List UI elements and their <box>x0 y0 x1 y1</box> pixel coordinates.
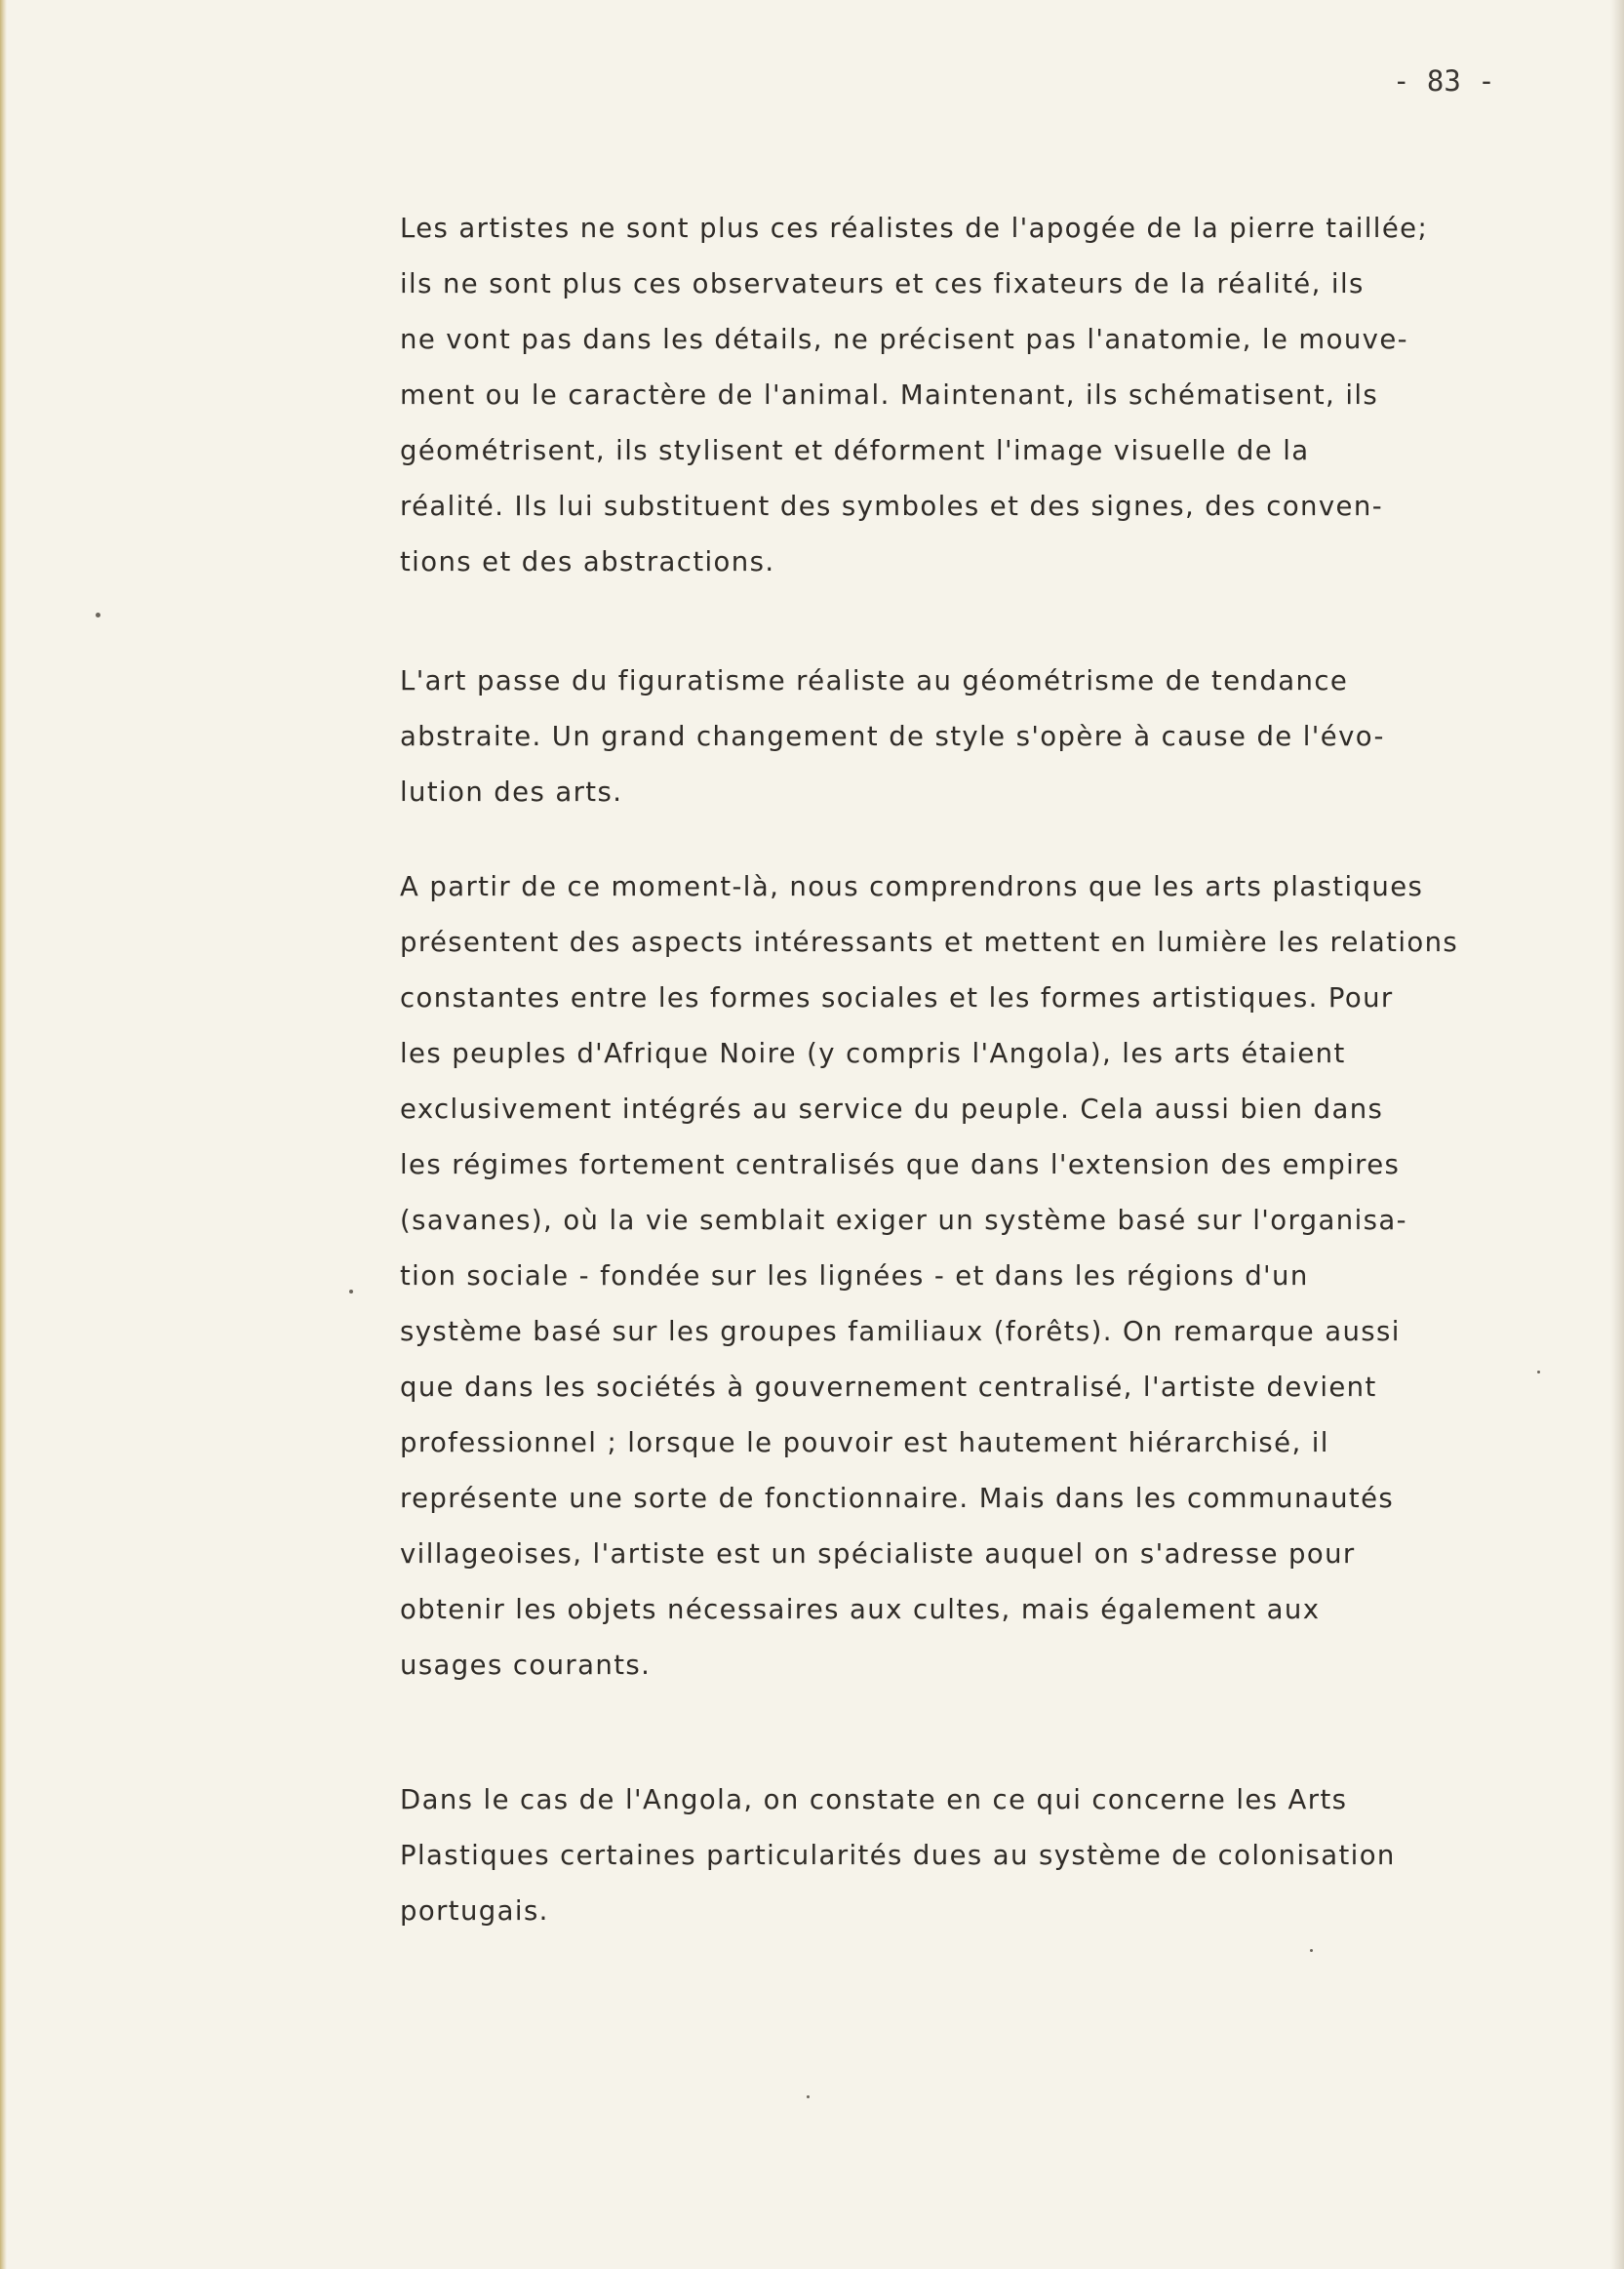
paragraph-line: constantes entre les formes sociales et les formes artistiques. Pour <box>400 982 1394 1014</box>
paragraph-line: ils ne sont plus ces observateurs et ces fixateurs de la réalité, ils <box>400 268 1365 299</box>
paper-speck <box>1310 1949 1313 1952</box>
paragraph-line: réalité. Ils lui substituent des symboles et des signes, des conven- <box>400 491 1384 522</box>
paragraph-2 <box>400 654 1385 820</box>
paragraph-line: portugais. <box>400 1895 549 1927</box>
paragraph-line: Les artistes ne sont plus ces réalistes de l'apogée de la pierre taillée; <box>400 213 1429 244</box>
paragraph-line: les régimes fortement centralisés que dans l'extension des empires <box>400 1149 1401 1180</box>
paper-speck <box>96 613 100 617</box>
paragraph-line: villageoises, l'artiste est un spécialiste auquel on s'adresse pour <box>400 1538 1356 1570</box>
paragraph-line: tion sociale - fondée sur les lignées - et dans les régions d'un <box>400 1260 1309 1292</box>
paragraph-line: système basé sur les groupes familiaux (forêts). On remarque aussi <box>400 1316 1401 1347</box>
paragraph-line: abstraite. Un grand changement de style s'opère à cause de l'évo- <box>400 721 1385 752</box>
paper-speck <box>1537 1371 1540 1373</box>
paper-speck <box>807 2095 810 2098</box>
paragraph-line: A partir de ce moment-là, nous comprendrons que les arts plastiques <box>400 871 1424 902</box>
paragraph-line: lution des arts. <box>400 776 623 808</box>
paragraph-1 <box>400 201 1428 590</box>
paragraph-3 <box>400 859 1458 1693</box>
paragraph-line: Plastiques certaines particularités dues au système de colonisation <box>400 1840 1396 1871</box>
page-left-edge <box>0 0 7 2269</box>
paragraph-line: géométrisent, ils stylisent et déforment l'image visuelle de la <box>400 435 1310 466</box>
paragraph-line: usages courants. <box>400 1650 652 1681</box>
paragraph-line: Dans le cas de l'Angola, on constate en ce qui concerne les Arts <box>400 1784 1348 1815</box>
page-right-edge <box>1610 0 1624 2269</box>
paragraph-line: représente une sorte de fonctionnaire. Mais dans les communautés <box>400 1483 1395 1514</box>
paper-speck <box>349 1290 353 1294</box>
paragraph-line: ne vont pas dans les détails, ne précisent pas l'anatomie, le mouve- <box>400 324 1408 355</box>
paragraph-line: exclusivement intégrés au service du peuple. Cela aussi bien dans <box>400 1094 1384 1125</box>
paragraph-line: ment ou le caractère de l'animal. Maintenant, ils schématisent, ils <box>400 379 1379 411</box>
paragraph-line: tions et des abstractions. <box>400 546 775 577</box>
page-number: - 83 - <box>1393 64 1495 98</box>
paragraph-4 <box>400 1772 1396 1939</box>
paragraph-line: (savanes), où la vie semblait exiger un système basé sur l'organisa- <box>400 1205 1407 1236</box>
paragraph-line: obtenir les objets nécessaires aux cultes, mais également aux <box>400 1594 1321 1625</box>
paragraph-line: présentent des aspects intéressants et mettent en lumière les relations <box>400 927 1459 958</box>
paragraph-line: professionnel ; lorsque le pouvoir est hautement hiérarchisé, il <box>400 1427 1329 1458</box>
paragraph-line: les peuples d'Afrique Noire (y compris l'Angola), les arts étaient <box>400 1038 1346 1069</box>
paragraph-line: que dans les sociétés à gouvernement centralisé, l'artiste devient <box>400 1372 1377 1403</box>
paragraph-line: L'art passe du figuratisme réaliste au géométrisme de tendance <box>400 665 1349 697</box>
